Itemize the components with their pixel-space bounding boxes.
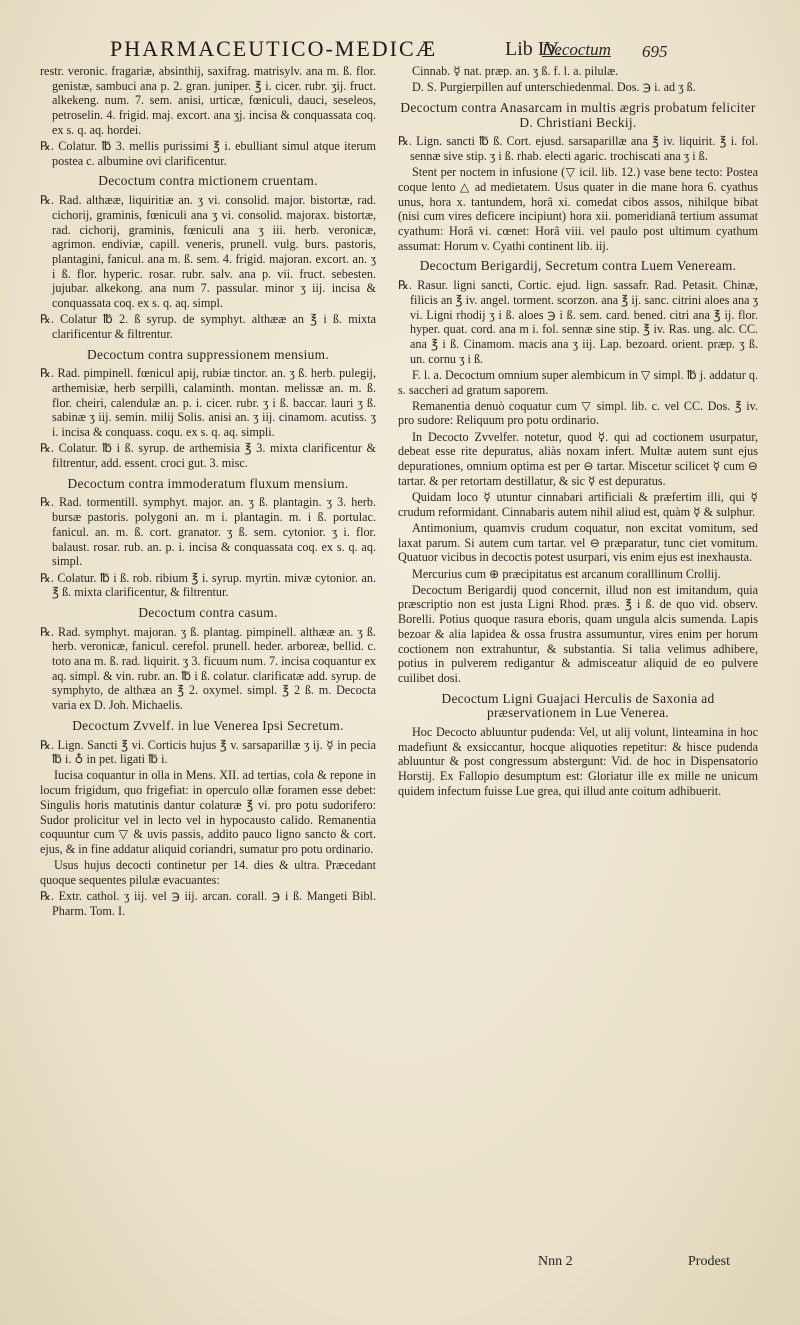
text-paragraph: Decoctum Berigardij quod concernit, illud non est imitandum, quia præscriptio non est justa Ligni Rhod. præs. ℥ i ß. de quo vid. observ. Borelli. Potius quoque rasura eboris, quam ungula alcis sumenda. Lapis bezoar & alia lapidea & ossa frustra assumuntur, vires enim per horum coctionem non extrahuntur, & substantia. Si talia velimus adhibere, potius in pulverem redigantur & admisceatur aliquid de eo pulvere cuilibet dosi. xyxy=(398,582,758,685)
text-paragraph: Usus hujus decocti continetur per 14. dies & ultra. Præcedant quoque sequentes pilulæ evacuantes: xyxy=(40,858,376,887)
text-paragraph: Hoc Decocto abluuntur pudenda: Vel, ut alij volunt, linteamina in hoc madefiunt & exsiccantur, hocque aliquoties repetitur: & hisce pudenda abluuntur & post congressum abstergunt: Vid. de hoc in Dispensatorio Horstij. Ex Fallopio desumptum est: Gloriatur ille ex mille ne unicum quidem infectum fuisse Lue grea, qui illud ante coitum adhibuerit. xyxy=(398,725,758,798)
text-paragraph: Cinnab. ☿ nat. præp. an. ʒ ß. f. l. a. pilulæ. xyxy=(412,64,619,78)
page-footer xyxy=(510,1254,760,1274)
text-paragraph: Mercurius cum ⊕ præcipitatus est arcanum coralllinum Crollij. xyxy=(412,566,721,581)
section-heading: Decoctum contra Anasarcam in multis ægris probatum feliciter D. Christiani Beckij. xyxy=(400,99,756,130)
text-paragraph: Remanentia denuò coquatur cum ▽ simpl. lib. c. vel CC. Dos. ℥ iv. pro sudore: Reliquum pro potu ordinario. xyxy=(398,398,758,428)
recipe-paragraph: ℞. Colatur. ℔ 3. mellis purissimi ℥ i. ebulliant simul atque iterum postea c. albumine ovi clarificentur. xyxy=(40,139,376,168)
text-paragraph: Iucisa coquantur in olla in Mens. XII. ad tertias, cola & repone in locum frigidum, quo frigefiat: in operculo ollæ foramen esse debet: Singulis horis matutinis dantur colaturæ ℥ vi. pro potu sudorifero: Sudor prolicitur vel in lecto vel in hypocausto calido. Remanentia coquuntur cum ▽ & uvis passis, addito pauco ligno sancto & cort. ejus, & in fine addatur aliquid coriandri, sumatur pro potu ordinario. xyxy=(40,768,376,856)
recipe-paragraph: ℞. Colatur. ℔ i ß. syrup. de arthemisia ℥ 3. mixta clarificentur & filtrentur, add. essent. croci gut. 3. misc. xyxy=(40,441,376,471)
section-heading: Decoctum contra casum. xyxy=(138,604,278,620)
section-label: Decoctum xyxy=(542,40,611,59)
section-heading: Decoctum Ligni Guajaci Herculis de Saxonia ad præservationem in Lue Venerea. xyxy=(441,690,715,721)
section-heading: Decoctum contra immoderatum fluxum mensium. xyxy=(67,475,349,491)
recipe-paragraph: ℞. Rad. tormentill. symphyt. major. an. ʒ ß. plantagin. ʒ 3. herb. bursæ pastoris. polygoni an. m i. plantagin. m. i ß. portulac. fanicul. an. m. ß. cort. granator. ʒ ß. sem. cytonior. ʒ i. flor. balaust. rosar. rub. an. p. i. incisa & conquassata coq. ex s. q. aq. simpl. xyxy=(40,495,376,569)
recipe-paragraph: ℞. Lign. Sancti ℥ vi. Corticis hujus ℥ v. sarsaparillæ ʒ ij. ☿ in pecia ℔ i. ♁ in pet. ligati ℔ i. xyxy=(40,737,376,767)
signature-mark: Nnn 2 xyxy=(538,1254,573,1269)
recipe-paragraph: ℞. Rasur. ligni sancti, Cortic. ejud. lign. sassafr. Rad. Petasit. Chinæ, filicis an ℥ iv. angel. torment. scorzon. ana ℥ ij. sanc. citrini aloes ana ʒ vi. Ligni rhodij ʒ i ß. aloes ℈ i ß. sem. card. bened. citri ana ℥ ij. flor. hyper. quat. cord. ana m i. fol. sennæ sine stip. ℥ iv. Ras. ung. alc. CC. ana ℥ i ß. Cinamom. macis ana ʒ iij. Lap. bezoard. orient. præp. ʒ ß. un. cornu ʒ i ß. xyxy=(398,278,758,366)
section-heading: Decoctum contra suppressionem mensium. xyxy=(87,346,329,362)
text-paragraph: F. l. a. Decoctum omnium super alembicum in ▽ simpl. ℔ j. addatur q. s. saccheri ad gratum saporem. xyxy=(398,367,758,397)
recipe-paragraph: ℞. Lign. sancti ℔ ß. Cort. ejusd. sarsaparillæ ana ℥ iv. liquirit. ℥ i. fol. sennæ sive stip. ʒ i ß. rhab. electi agaric. trochiscati ana ʒ i ß. xyxy=(398,134,758,164)
page-title: PHARMACEUTICO-MEDICÆ xyxy=(110,36,438,61)
recipe-paragraph: ℞. Rad. althææ, liquiritiæ an. ʒ vi. consolid. major. bistortæ, rad. cichorij, graminis, fœniculi ana ʒ vi. consolid. majorax. bistortæ, rad. cichorij, graminis, fœniculi ana ʒ iii. herb. veronicæ, agrimon. endiviæ, capill. veneris, prunell. vulg. burs. pastoris, plantagini, fanicul. ana m. ß. sem. 4. frigid. majoran. excort. an. ʒ i ß. flor. hyperic. rosar. rubr. salv. ana p. vii. fruct. sebesten. jujubar. alkekong. ana num 7. passular. minor ʒ iij. incisa & conquassata coq. ex s. q. aq. simpl. xyxy=(40,193,376,311)
left-column xyxy=(40,64,376,920)
section-heading: Decoctum Zvvelf. in lue Venerea Ipsi Secretum. xyxy=(72,717,344,733)
recipe-paragraph: restr. veronic. fragariæ, absinthij, saxifrag. matrisylv. ana m. ß. flor. genistæ, sambuci ana p. 2. gran. juniper. ℥ i. cicer. rubr. ʒij. fruct. alkekeng. num. 7. sem. anisi, urticæ, fœniculi, dauci, seseleos, petroselin. 4. frigid. maj. excort. ana ʒj. incisa & conquassata coq. ex s. q. aq. hordei. xyxy=(40,64,376,137)
text-paragraph: In Decocto Zvvelfer. notetur, quod ☿. qui ad coctionem usurpatur, debeat esse rite depuratus, aliàs noxam infert. Multæ autem sunt ejus depurationes, omnium optima est per ⊖ tartar. Miscetur scilicet ☿ cum ⊖ tartar. & per retortam destillatur, & sic ☿ est depuratus. xyxy=(398,429,758,488)
recipe-paragraph: ℞. Colatur ℔ 2. ß syrup. de symphyt. althææ an ℥ i ß. mixta clarificentur & filtrentur. xyxy=(40,312,376,341)
recipe-paragraph: ℞. Colatur. ℔ i ß. rob. ribium ℥ i. syrup. myrtin. mivæ cytonior. an. ℥ ß. mixta clarificentur, & filtrentur. xyxy=(40,570,376,600)
text-paragraph: D. S. Purgierpillen auf unterschiedenmal. Dos. ℈ i. ad ʒ ß. xyxy=(412,80,696,95)
liber-label: Lib IV. xyxy=(505,38,562,60)
right-column xyxy=(398,64,758,800)
text-paragraph: Antimonium, quamvis crudum coquatur, non excitat vomitum, sed laxat parum. Si autem cum tartar. vel ⊖ præparatur, tunc ciet vomitum. Quatuor vicibus in decoctis potest usurpari, vis enim ejus est inexhausta. xyxy=(398,520,758,565)
recipe-paragraph: ℞. Extr. cathol. ʒ iij. vel ℈ iij. arcan. corall. ℈ i ß. Mangeti Bibl. Pharm. Tom. I. xyxy=(40,889,376,918)
recipe-paragraph: ℞. Rad. pimpinell. fœnicul apij, rubiæ tinctor. an. ʒ ß. herb. pulegij, arthemisiæ, herb serpilli, calaminth. montan. melissæ an. m. ß. flor. cheiri, calendulæ an. p. i. cicer. rubr. ʒ i ß. baccar. lauri ʒ ß. sabinæ ʒ iij. semin. milij Solis. anisi an. ʒ iij. cinamom. acutiss. ʒ i. incisa & conquass. coqu. ex s. q. aq. simpli. xyxy=(40,366,376,440)
text-paragraph: Stent per noctem in infusione (▽ icil. lib. 12.) vase bene tecto: Postea coque lento △ ad medietatem. Usus quater in die mane hora 6. cyathus unus, hora x. tantundem, horâ xi. comedat cibos assos, nihilque bibat (nisi cum vires deficere incipiunt) hora xii. pomeridianâ tertium assumat cyathum: Horâ vi. cœnet: Horâ viii. vel paulo post ultimum cyathum assumat: Horum v. Cyathi continent lib. iij. xyxy=(398,165,758,253)
page-number: 695 xyxy=(642,42,668,61)
recipe-paragraph: ℞. Rad. symphyt. majoran. ʒ ß. plantag. pimpinell. althææ an. ʒ ß. herb. veronicæ, fanicul. cerefol. prunell. heder. arboreæ, bellid. c. toto ana m. ß. rad. liquirit. ʒ 3. ficuum num. 7. incisa coquantur ex aq. simpl. & vin. rubr. an. ℔ i ß. colatur. clarificatæ add. syrup. de symphyto, de althæa an ℥ 2. oxymel. simpl. ℥ 2 ß. m. Decocta varia ex D. Joh. Michaelis. xyxy=(40,624,376,713)
section-heading: Decoctum contra mictionem cruentam. xyxy=(98,173,318,189)
text-paragraph: Quidam loco ☿ utuntur cinnabari artificiali & præfertim illi, qui ☿ crudum reformidant. Cinnabaris autem nihil aliud est, quàm ☿ & sulphur. xyxy=(398,489,758,519)
section-heading: Decoctum Berigardij, Secretum contra Luem Veneream. xyxy=(419,258,737,274)
catchword: Prodest xyxy=(688,1254,730,1269)
